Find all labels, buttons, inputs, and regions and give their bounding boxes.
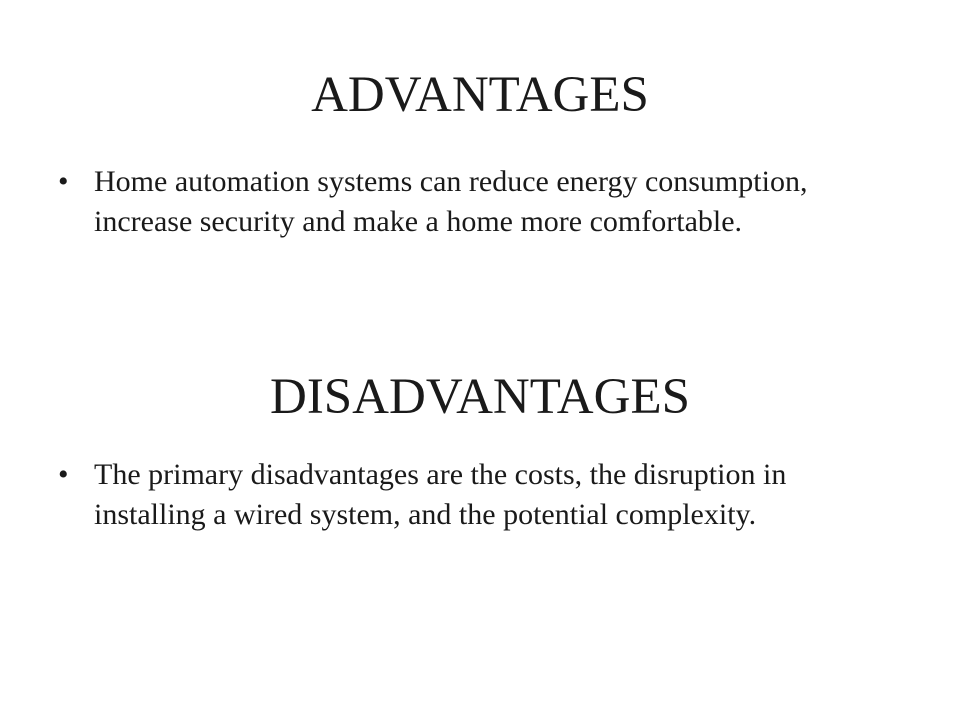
disadvantages-text: The primary disadvantages are the costs, the disruption in installing a wired system, and the potential complexity. (94, 458, 787, 531)
bullet-marker: • (58, 458, 69, 491)
disadvantages-heading: DISADVANTAGES (269, 369, 690, 425)
advantages-heading: ADVANTAGES (311, 67, 649, 123)
advantages-text: Home automation systems can reduce energy consumption, increase security and make a home more comfortable. (94, 165, 808, 238)
advantages-bullet (58, 162, 828, 242)
bullet-marker: • (58, 165, 69, 198)
disadvantages-bullet (58, 455, 828, 535)
